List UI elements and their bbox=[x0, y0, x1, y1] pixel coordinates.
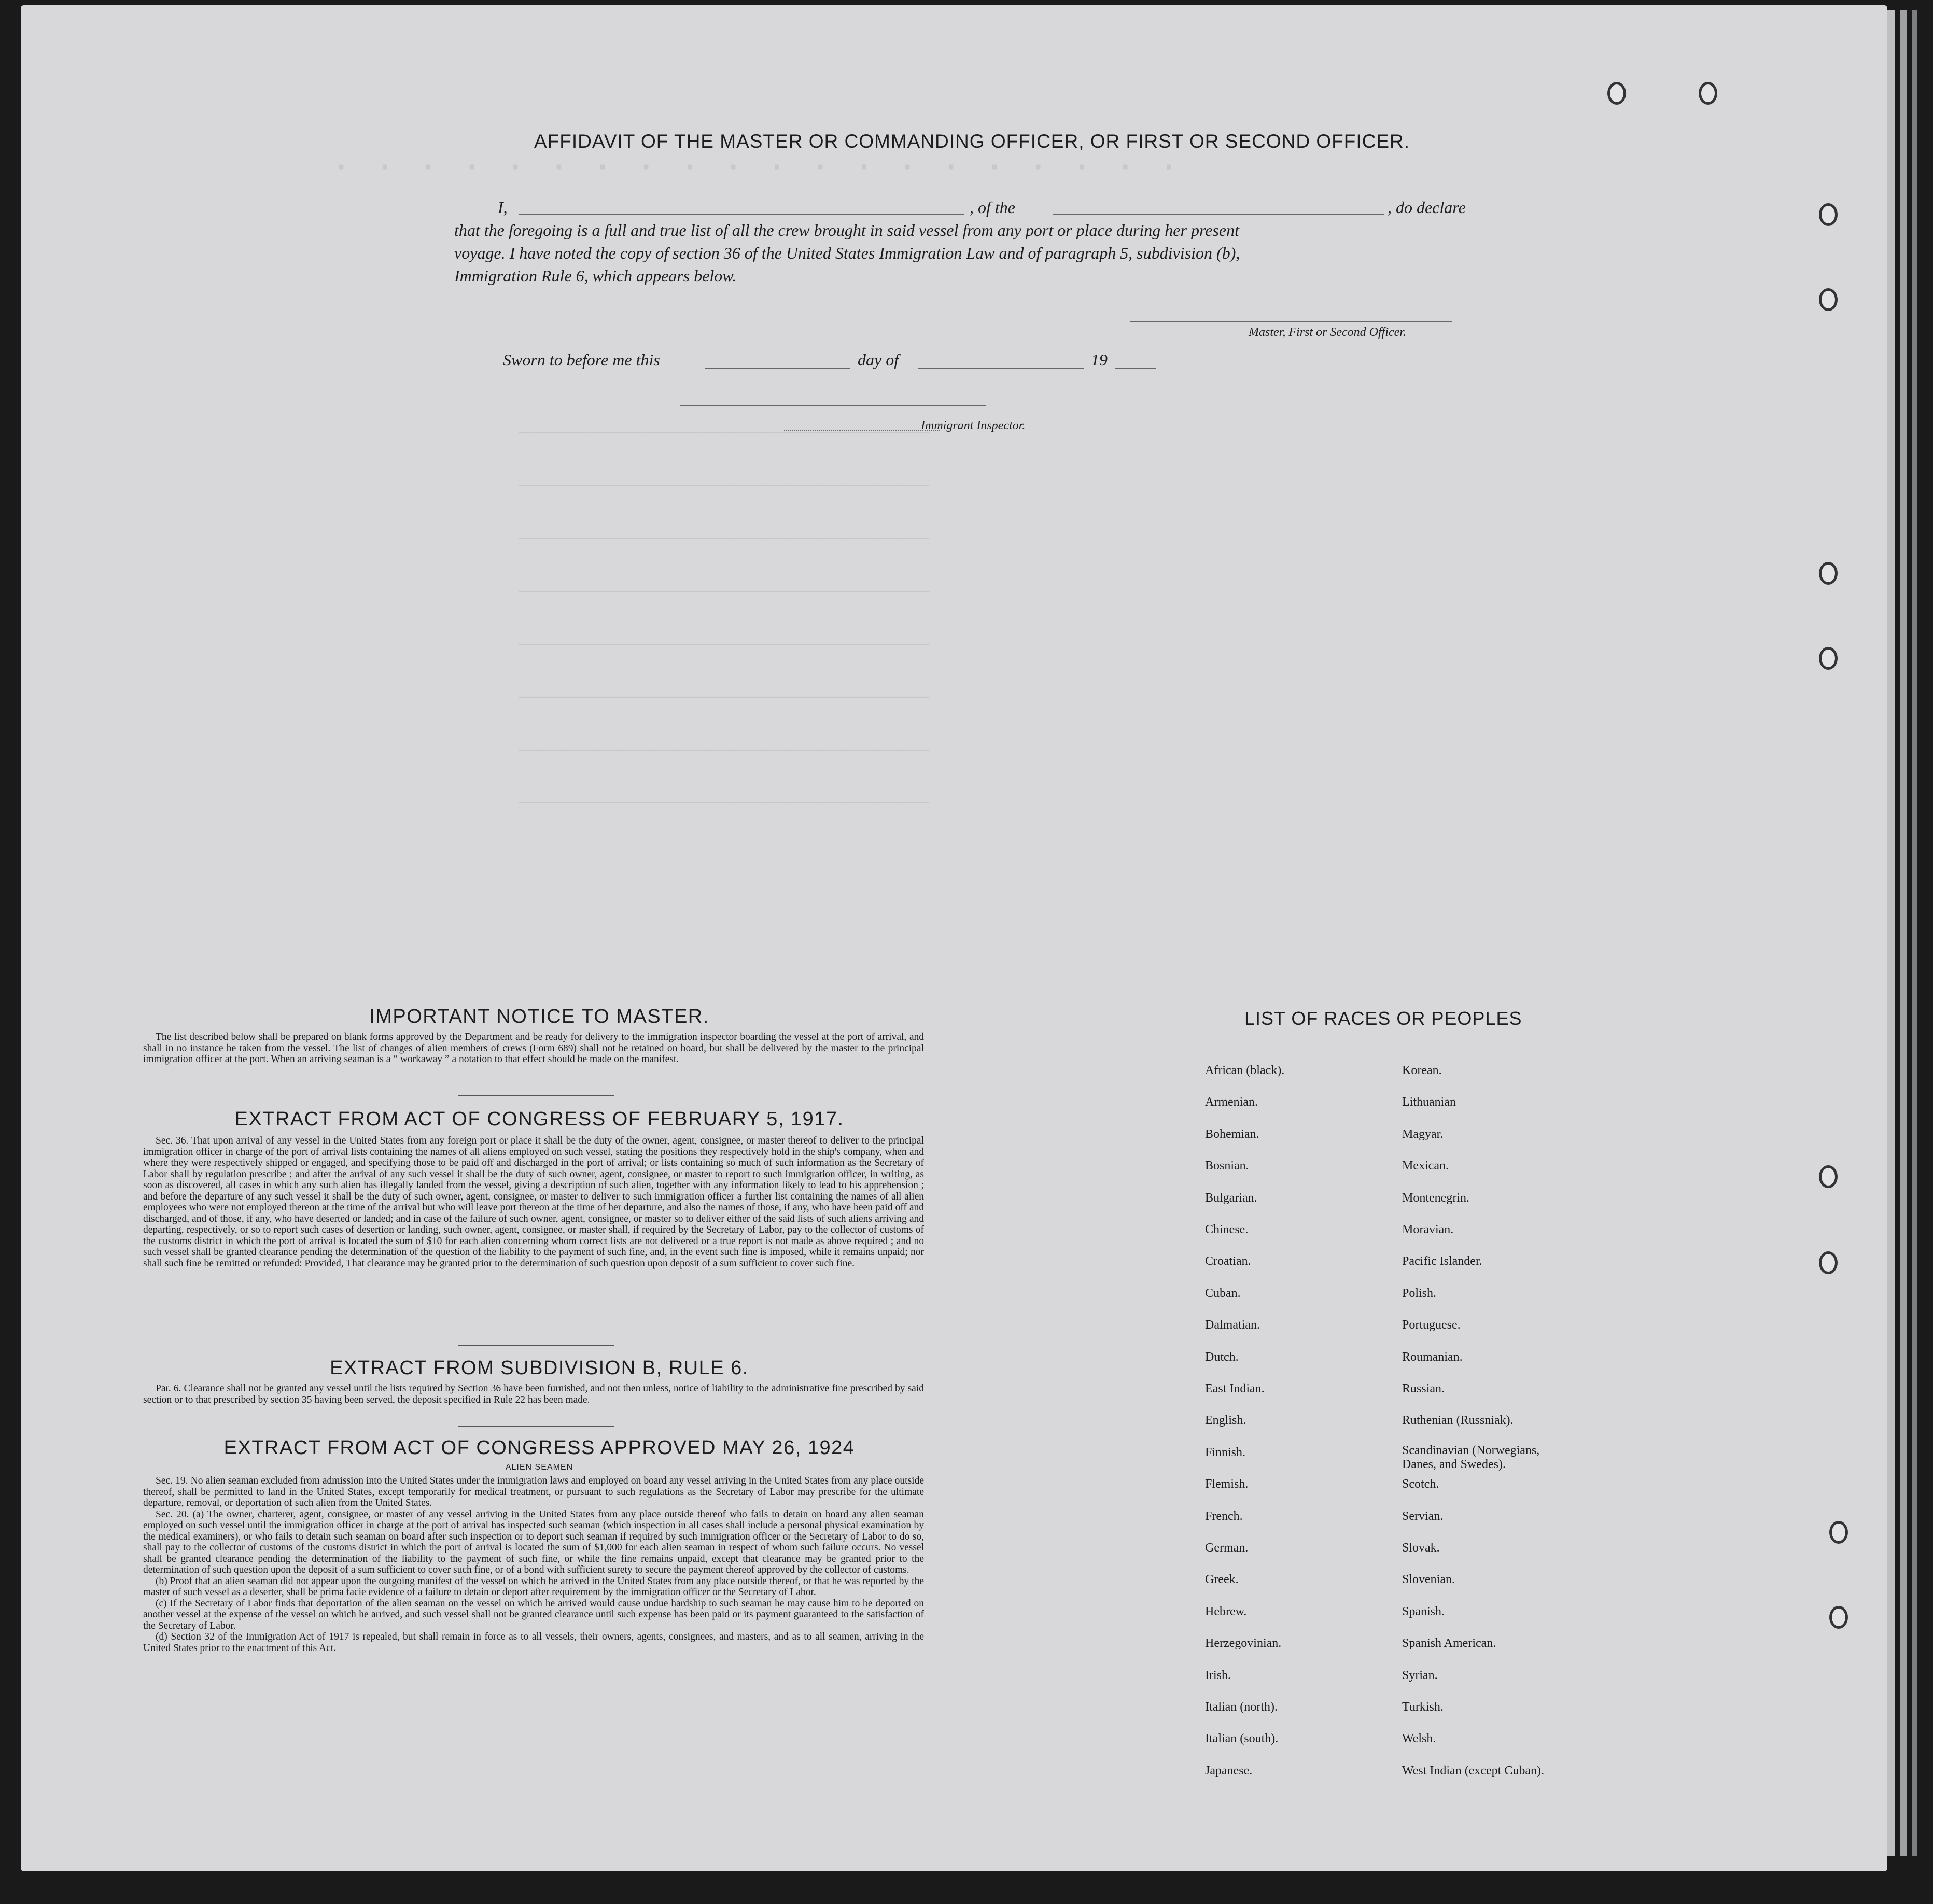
race-left-item: African (black). bbox=[1205, 1064, 1285, 1077]
race-left-item: German. bbox=[1205, 1541, 1249, 1555]
race-right-item: Syrian. bbox=[1402, 1668, 1438, 1682]
race-right-item: Russian. bbox=[1402, 1382, 1445, 1395]
race-right-item: Ruthenian (Russniak). bbox=[1402, 1414, 1514, 1428]
punch-hole-icon bbox=[1819, 1165, 1838, 1188]
inspector-signature-blank[interactable] bbox=[784, 430, 940, 431]
sec-20b-paragraph: (b) Proof that an alien seaman did not appear upon the outgoing manifest of the vessel on which he arrived in the United States from any place outside thereof, or that he was reported by the master of such vessel as a deserter, shall be prima facie evidence of a failure to detain or deport after requirement by the immigration officer or the Secretary of Labor. bbox=[143, 1575, 924, 1598]
race-right-item: Scotch. bbox=[1402, 1477, 1439, 1491]
affidavit-line-4: Immigration Rule 6, which appears below. bbox=[454, 266, 737, 285]
section-36-paragraph: Sec. 36. That upon arrival of any vessel in the United States from any foreign port or place it shall be the duty of the owner, agent, consignee, or master thereof to deliver to the principal immigration officer in charge of the port of arrival lists containing the names of all aliens employed on such vessel, stating the positions they respectively hold in the ship's company, when and where they were respectively shipped or engaged, and specifying those to be paid off and discharged in the port of arrival; or lists containing so much of such information as the Secretary of Labor shall by regulation prescribe ; and after the arrival of any such vessel it shall be the duty of such owner, agent, consignee, or master to report to such immigration officer, in writing, as soon as discovered, all cases in which any such alien has illegally landed from the vessel, giving a description of such alien, together with any information likely to lead to his apprehension ; and before the departure of any such vessel it shall be the duty of such owner, agent, consignee, or master to deliver to such immigration officer a further list containing the names of all alien employees who were not employed thereon at the time of the arrival but who will leave port thereon at the time of her departure, and also the names of those, if any, who have been paid off and discharged, and of those, if any, who have deserted or landed; and in case of the failure of such owner, agent, consignee, or master so to deliver either of the said lists of such aliens arriving and departing, respectively, or so to report such cases of desertion or landing, such owner, agent, consignee, or master shall, if required by the Secretary of Labor, pay to the collector of customs of the customs district in which the port of arrival is located the sum of $10 for each alien concerning whom correct lists are not delivered or a true report is not made as above required ; and no such vessel shall be granted clearance pending the determination of the question of the liability to the payment of such fine, and, in the event such fine is imposed, while it remains unpaid; nor shall such fine be remitted or refunded: Provided, That clearance may be granted prior to the determination of such question upon deposit of a sum sufficient to cover such fine. bbox=[143, 1135, 924, 1269]
sec-20a-paragraph: Sec. 20. (a) The owner, charterer, agent, consignee, or master of any vessel arriving in the United States from any place outside thereof who fails to detain on board any alien seaman employed on such vessel until the immigration officer in charge at the port of arrival has inspected such seaman (which inspection in all cases shall include a personal physical examination by the medical examiners), or who fails to detain such seaman on board after such inspection or to deport such seaman if required by such immigration officer or the Secretary of Labor to do so, shall pay to the collector of customs of the customs district in which the port of arrival is located the sum of $1,000 for each alien seaman in respect of whom such failure occurs. No vessel shall be granted clearance pending the determination of the liability to the payment of such fine, or while the fine remains unpaid, except that clearance may be granted prior to the determination of such question upon the deposit of a sum sufficient to cover such fine, or of a bond with sufficient surety to secure the payment thereof approved by the collector of customs. bbox=[143, 1508, 924, 1575]
affidavit-line-3: voyage. I have noted the copy of section 36 of the United States Immigration Law and of paragraph 5, subdivision (b), bbox=[454, 244, 1240, 262]
race-left-item: East Indian. bbox=[1205, 1382, 1265, 1395]
race-left-item: Bosnian. bbox=[1205, 1159, 1249, 1173]
sworn-month-blank[interactable] bbox=[918, 368, 1084, 369]
notice-text bbox=[143, 1032, 924, 1065]
name-blank[interactable] bbox=[519, 214, 964, 215]
page-edge bbox=[1912, 10, 1917, 1856]
race-right-item: Pacific Islander. bbox=[1402, 1254, 1482, 1268]
race-left-item: Japanese. bbox=[1205, 1764, 1253, 1778]
race-left-item: Bohemian. bbox=[1205, 1127, 1259, 1141]
race-left-item: English. bbox=[1205, 1414, 1246, 1428]
divider bbox=[458, 1095, 614, 1096]
sworn-day-blank[interactable] bbox=[705, 368, 850, 369]
affidavit-of-the: , of the bbox=[970, 198, 1015, 217]
notice-title: IMPORTANT NOTICE TO MASTER. bbox=[369, 1006, 709, 1027]
race-left-item: Herzegovinian. bbox=[1205, 1637, 1282, 1651]
punch-hole-icon bbox=[1699, 82, 1717, 105]
races-title: LIST OF RACES OR PEOPLES bbox=[1244, 1008, 1522, 1029]
rule6-paragraph: Par. 6. Clearance shall not be granted any vessel until the lists required by Section 36 have been furnished, and not then unless, notice of liability to the administrative fine prescribed by said section or to that prescribed by section 35 having been served, the deposit specified in Rule 22 has been made. bbox=[143, 1383, 924, 1405]
affidavit-line-2: that the foregoing is a full and true list of all the crew brought in said vessel from any port or place during her present bbox=[454, 221, 1239, 239]
race-right-item: Spanish. bbox=[1402, 1604, 1445, 1618]
extract-1917-title: EXTRACT FROM ACT OF CONGRESS OF FEBRUARY 5, 1917. bbox=[234, 1108, 844, 1130]
bleed-through-rows: ──────────────────────────────────────────── ──────────────────────────────────────────── ──────────────────────────────────────────── ──────────────────────────────────────────── ──────────────────────────────────────────── ──────────────────────────────────────────── ──────────────────────────────────────────── ──────────────────────────────────────────── bbox=[519, 425, 930, 813]
race-left-item: Hebrew. bbox=[1205, 1604, 1247, 1618]
inspector-label: Immigrant Inspector. bbox=[921, 419, 1026, 432]
race-left-item: French. bbox=[1205, 1509, 1243, 1523]
extract-1924-text bbox=[143, 1475, 924, 1654]
race-right-item: Magyar. bbox=[1402, 1127, 1444, 1141]
race-left-item: Irish. bbox=[1205, 1668, 1231, 1682]
sec-19-paragraph: Sec. 19. No alien seaman excluded from admission into the United States under the immigration laws and employed on board any vessel arriving in the United States from any place outside thereof, shall be permitted to land in the United States, except temporarily for medical treatment, or pursuant to such regulations as the Secretary of Labor may prescribe for the ultimate departure, removal, or deportation of such alien from the United States. bbox=[143, 1475, 924, 1508]
extract-1924-title: EXTRACT FROM ACT OF CONGRESS APPROVED MAY 26, 1924 bbox=[223, 1437, 855, 1459]
race-left-item: Dutch. bbox=[1205, 1350, 1239, 1364]
sec-20c-paragraph: (c) If the Secretary of Labor finds that deportation of the alien seaman on the vessel on which he arrived would cause undue hardship to such seaman he may cause him to be deported on another vessel at the expense of the vessel on which he arrived, and such vessel shall not be granted clearance until such expense has been paid or its payment guaranteed to the satisfaction of the Secretary of Labor. bbox=[143, 1598, 924, 1631]
race-right-item: Mexican. bbox=[1402, 1159, 1449, 1173]
punch-hole-icon bbox=[1819, 203, 1838, 226]
race-left-item: Greek. bbox=[1205, 1573, 1239, 1587]
day-of-label: day of bbox=[858, 350, 899, 369]
race-left-item: Dalmatian. bbox=[1205, 1318, 1260, 1332]
race-left-item: Croatian. bbox=[1205, 1254, 1251, 1268]
sworn-year-blank[interactable] bbox=[1115, 368, 1156, 369]
race-right-item: Lithuanian bbox=[1402, 1095, 1456, 1109]
punch-hole-icon bbox=[1819, 647, 1838, 670]
year-label: 19 bbox=[1091, 350, 1108, 369]
race-right-item: West Indian (except Cuban). bbox=[1402, 1764, 1544, 1778]
sec-20d-paragraph: (d) Section 32 of the Immigration Act of 1917 is repealed, but shall remain in force as to all vessels, their owners, agents, consignees, and masters, and as to all seamen, arriving in the United States prior to the enactment of this Act. bbox=[143, 1631, 924, 1654]
punch-hole-icon bbox=[1829, 1606, 1848, 1629]
race-right-item: Portuguese. bbox=[1402, 1318, 1461, 1332]
race-right-item: Moravian. bbox=[1402, 1223, 1454, 1236]
punch-hole-icon bbox=[1829, 1521, 1848, 1544]
notice-paragraph: The list described below shall be prepared on blank forms approved by the Department and be ready for delivery to the immigration inspector boarding the vessel at the port of arrival, and shall in no instance be taken from the vessel. The list of changes of alien members of crews (Form 689) shall not be retained on board, but shall be delivered by the master to the principal immigration officer at the port. When an arriving seaman is a “ workaway ” a notation to that effect should be made on the manifest. bbox=[143, 1032, 924, 1065]
race-right-item: Spanish American. bbox=[1402, 1637, 1496, 1651]
inspector-line-1[interactable] bbox=[680, 405, 986, 406]
race-left-item: Cuban. bbox=[1205, 1286, 1241, 1300]
bleed-through-text: · · · · · · · · · · · · · · · · · · · · bbox=[332, 150, 1182, 186]
race-right-item: Korean. bbox=[1402, 1064, 1442, 1077]
alien-seamen-subtitle: ALIEN SEAMEN bbox=[505, 1463, 573, 1472]
race-right-item: Turkish. bbox=[1402, 1700, 1444, 1714]
race-left-item: Flemish. bbox=[1205, 1477, 1249, 1491]
divider bbox=[458, 1345, 614, 1346]
affidavit-do-declare: , do declare bbox=[1388, 198, 1466, 217]
punch-hole-icon bbox=[1819, 1251, 1838, 1274]
race-right-item: Slovak. bbox=[1402, 1541, 1440, 1555]
vessel-blank[interactable] bbox=[1053, 214, 1384, 215]
race-right-item: Scandinavian (Norwegians, Danes, and Swedes). bbox=[1402, 1443, 1540, 1471]
race-right-item: Servian. bbox=[1402, 1509, 1444, 1523]
punch-hole-icon bbox=[1819, 288, 1838, 311]
race-left-item: Chinese. bbox=[1205, 1223, 1249, 1236]
master-signature-label: Master, First or Second Officer. bbox=[1249, 326, 1406, 339]
page-edge bbox=[1887, 10, 1895, 1856]
extract-rule6-text bbox=[143, 1383, 924, 1405]
divider bbox=[458, 1426, 614, 1427]
race-right-item: Polish. bbox=[1402, 1286, 1437, 1300]
race-left-item: Armenian. bbox=[1205, 1095, 1258, 1109]
race-left-item: Italian (south). bbox=[1205, 1732, 1279, 1746]
race-left-item: Bulgarian. bbox=[1205, 1191, 1257, 1205]
affidavit-title: AFFIDAVIT OF THE MASTER OR COMMANDING OFFICER, OR FIRST OR SECOND OFFICER. bbox=[534, 131, 1410, 152]
punch-hole-icon bbox=[1607, 82, 1626, 105]
page-edge bbox=[1900, 10, 1907, 1856]
master-signature-blank[interactable] bbox=[1130, 321, 1452, 322]
race-right-item: Slovenian. bbox=[1402, 1573, 1455, 1587]
race-right-item: Montenegrin. bbox=[1402, 1191, 1469, 1205]
extract-rule6-title: EXTRACT FROM SUBDIVISION B, RULE 6. bbox=[330, 1357, 749, 1379]
race-left-item: Italian (north). bbox=[1205, 1700, 1278, 1714]
affidavit-i-label: I, bbox=[498, 198, 508, 217]
race-left-item: Finnish. bbox=[1205, 1445, 1246, 1459]
extract-1917-text bbox=[143, 1135, 924, 1269]
race-right-item: Welsh. bbox=[1402, 1732, 1436, 1746]
race-right-item: Roumanian. bbox=[1402, 1350, 1463, 1364]
sworn-label: Sworn to before me this bbox=[503, 350, 660, 369]
punch-hole-icon bbox=[1819, 562, 1838, 585]
